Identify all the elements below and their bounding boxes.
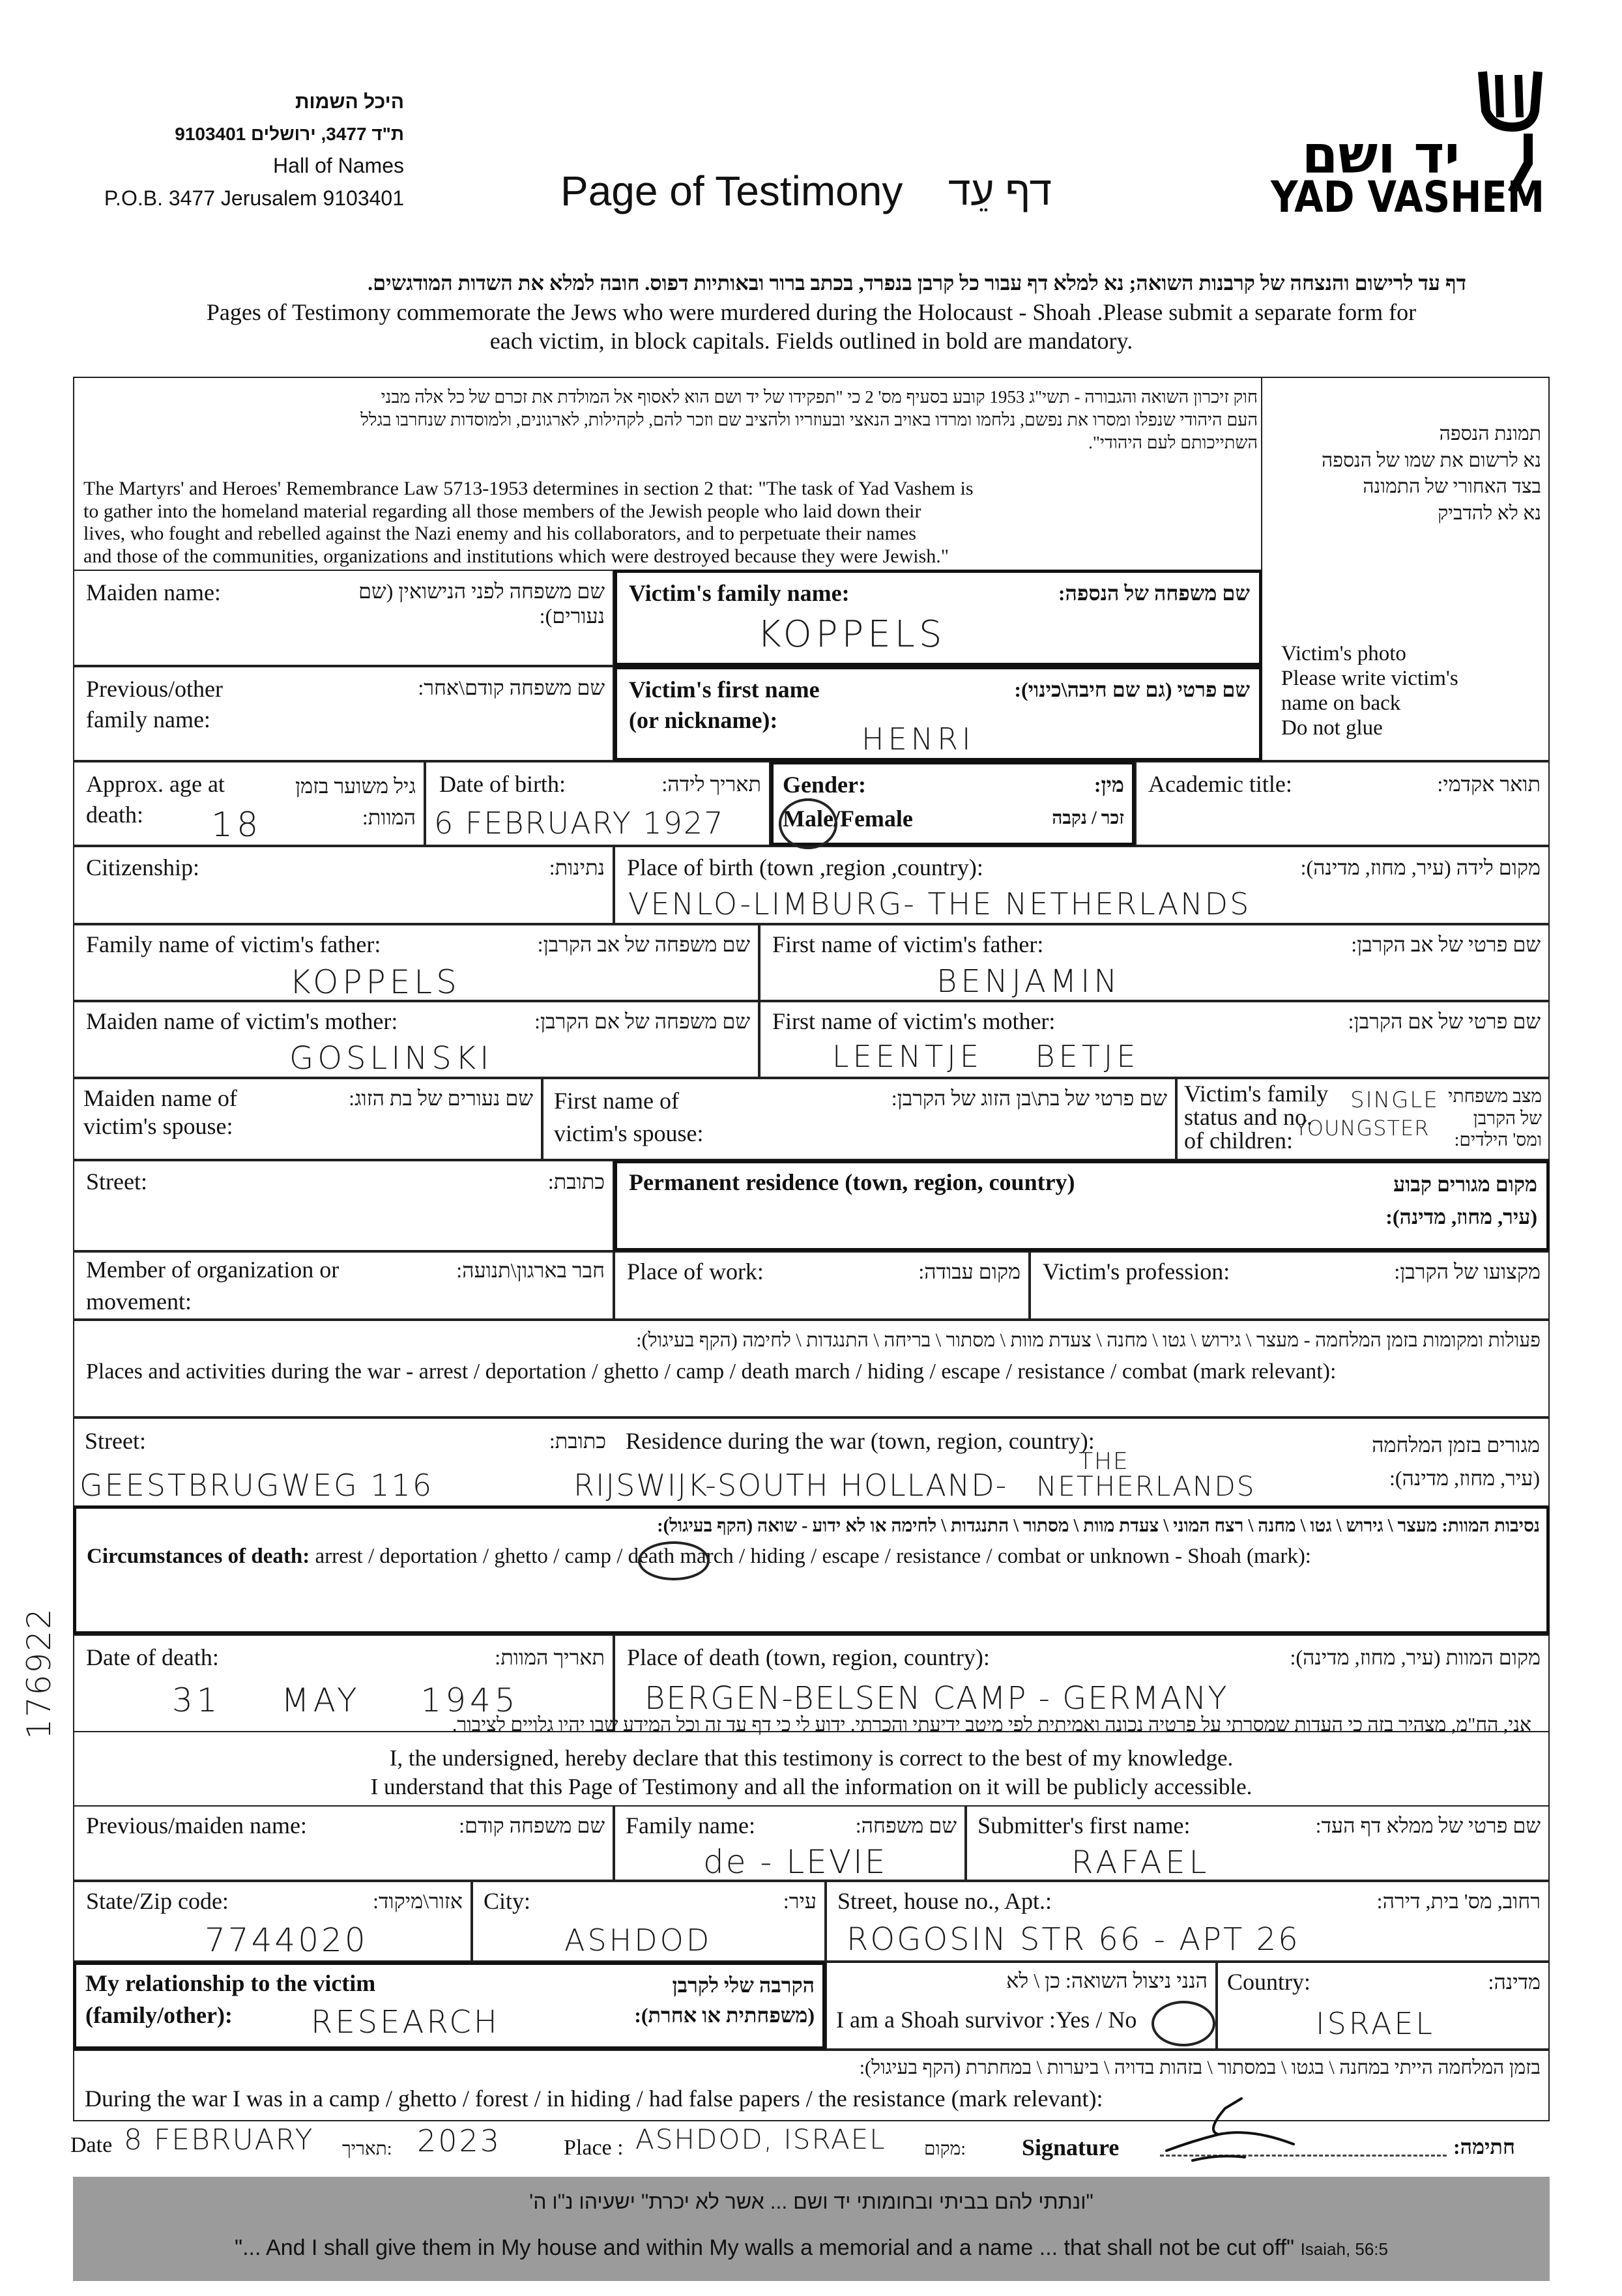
submitter-street-cell[interactable]: Street, house no., Apt.: רחוב, מס' בית, דירה: ROGOSIN STR 66 - APT 26 [826, 1881, 1550, 1962]
relationship-value: RESEARCH [311, 2004, 500, 2041]
yad-vashem-logo [1271, 65, 1544, 222]
address-he-2: ת"ד 3477, ירושלים 9103401 [175, 124, 404, 144]
place-label-he: :מקום [924, 2139, 966, 2159]
war-activities-cell[interactable]: פעולות ומקומות בזמן המלחמה - מעצר \ גירוש \ גטו \ מחנה \ צעדת מוות \ מסתור \ בריחה \ התנגדות \ לחימה (הקף בעיגול): Places and activities during the war - arrest / deportation / ghetto / camp / death march / hiding / escape / resistance / combat (mark relevant): [73, 1320, 1550, 1417]
family-name-cell[interactable]: Victim's family name: שם משפחה של הנספה: KOPPELS [614, 570, 1262, 666]
death-place-value: BERGEN-BELSEN CAMP - GERMANY [644, 1680, 1228, 1717]
date-label: Date [70, 2133, 113, 2157]
permanent-residence-cell[interactable]: Permanent residence (town, region, country) מקום מגורים קבוע (עיר, מחוז, מדינה): [614, 1160, 1550, 1251]
dob-value: 6 FEBRUARY 1927 [434, 806, 725, 841]
city-cell[interactable]: City: עיר: ASHDOD [472, 1881, 826, 1962]
signature-label: Signature [1022, 2134, 1120, 2160]
footer-quote-he: "ונתתי להם בביתי ובחומותי יד ושם ... אשר לא יכרת" ישעיהו נ"ו ה' [529, 2190, 1093, 2213]
submitter-family-value: de - LEVIE [703, 1843, 888, 1881]
country-cell[interactable]: Country: מדינה: ISRAEL [1217, 1962, 1550, 2050]
page-title: Page of Testimony [560, 167, 903, 214]
address-en-1: Hall of Names [273, 154, 404, 177]
signature-label-he: חתימה: [1453, 2135, 1515, 2158]
war-residence-value-2: THE [1079, 1448, 1129, 1475]
spouse-maiden-cell[interactable]: Maiden name of victim's spouse: שם נעורים של בת הזוג: [73, 1078, 542, 1160]
previous-name-cell[interactable]: Previous/other family name: שם משפחה קודם\אחר: [73, 666, 614, 761]
address-en-2: P.O.B. 3477 Jerusalem 9103401 [104, 186, 404, 210]
margin-number: 176922 [20, 1607, 58, 1739]
war-street-label: Street: [85, 1428, 146, 1454]
war-residence-value-3: NETHERLANDS [1036, 1470, 1256, 1502]
birthplace-value: VENLO-LIMBURG- THE NETHERLANDS [628, 886, 1251, 922]
photo-instructions-he: תמונת הנספה נא לרשום את שמו של הנספה בצד האחורי של התמונה נא לא להדביק [1322, 423, 1541, 524]
date-label-he: :תאריך [342, 2139, 392, 2159]
signature-place-value: ASHDOD, ISRAEL [635, 2123, 886, 2155]
footer-banner [73, 2177, 1550, 2281]
submitter-first-value: RAFAEL [1071, 1844, 1211, 1881]
war-street-label-he: כתובת: [549, 1429, 606, 1453]
signature-date-value: 8 FEBRUARY [124, 2123, 314, 2157]
place-label: Place : [564, 2136, 624, 2160]
death-date-value: 31 MAY 1945 [172, 1681, 519, 1719]
war-residence-label: Residence during the war (town, region, country): [626, 1428, 1095, 1454]
relationship-cell[interactable]: My relationship to the victim (family/other): הקרבה שלי לקרבן (משפחתית או אחרת): RESEARCH [73, 1962, 826, 2050]
zip-value: 7744020 [205, 1921, 368, 1959]
camp-circle [638, 1541, 710, 1580]
father-family-cell[interactable]: Family name of victim's father: שם משפחה של אב הקרבן: KOPPELS [73, 924, 759, 1001]
mother-first-cell[interactable]: First name of victim's mother: שם פרטי של אם הקרבן: LEENTJE BETJE [759, 1001, 1550, 1078]
signature-mark [1153, 2095, 1303, 2167]
family-status-value-2: YOUNGSTER [1295, 1116, 1430, 1141]
address-he-1: היכל השמות [295, 91, 404, 113]
age-value: 18 [211, 806, 263, 845]
photo-instructions-en: Victim's photo Please write victim's name on back Do not glue [1281, 642, 1458, 740]
mother-first-value: LEENTJE BETJE [832, 1039, 1140, 1074]
organization-cell[interactable]: Member of organization or movement: חבר בארגון\תנועה: [73, 1251, 614, 1320]
footer-quote-en: "... And I shall give them in My house and within My walls a memorial and a name ... that shall not be cut off" Isaiah, 56:5 [235, 2235, 1388, 2260]
family-status-cell[interactable]: Victim's family status and no. of children: מצב משפחתי של הקרבן ומס' הילדים: SINGLE YOUNGSTER [1176, 1078, 1550, 1160]
mother-maiden-value: GOSLINSKI [289, 1040, 493, 1077]
death-date-cell[interactable]: Date of death: תאריך המוות: 31 MAY 1945 [73, 1635, 614, 1732]
intro-en-1: Pages of Testimony commemorate the Jews who were murdered during the Holocaust - Shoah .Please submit a separate form for [206, 299, 1417, 325]
war-residence-value: RIJSWIJK-SOUTH HOLLAND- [573, 1468, 1008, 1503]
submitter-family-cell[interactable]: Family name: שם משפחה: de - LEVIE [614, 1805, 966, 1881]
declaration-en-1: I, the undersigned, hereby declare that this testimony is correct to the best of my knowledge. [389, 1745, 1234, 1771]
father-first-value: BENJAMIN [936, 963, 1122, 1000]
submitter-street-value: ROGOSIN STR 66 - APT 26 [847, 1921, 1300, 1958]
father-first-cell[interactable]: First name of victim's father: שם פרטי של אב הקרבן: BENJAMIN [759, 924, 1550, 1001]
signature-year-value: 2023 [417, 2123, 502, 2158]
logo-he: יד ושם [1301, 124, 1460, 185]
submitter-war-places-cell[interactable]: בזמן המלחמה הייתי במחנה \ בגטו \ במסתור \ בזהות בדויה \ ביערות \ במחתרת (הקף בעיגול): During the war I was in a camp / ghetto / forest / in hiding / had false papers / the resistance (mark relevant): [73, 2050, 1550, 2121]
spouse-first-cell[interactable]: First name of victim's spouse: שם פרטי של בת\בן הזוג של הקרבן: [542, 1078, 1176, 1160]
country-value: ISRAEL [1316, 2006, 1436, 2041]
page-title-he: דף עֵד [948, 169, 1052, 214]
first-name-value: HENRI [862, 721, 975, 757]
law-he: חוק זיכרון השואה והגבורה - תשי"ג 1953 קובע בסעיף מס' 2 כי "תפקידו של יד ושם הוא לאסוף אל המולדת את זכרם של כל אלה מבני העם היהודי שנפלו ומסרו את נפשם, נלחמו ומרדו באויב הנאצי ובעוזריו ולהציב שם וזכר להם, לקהילות, לארגונים, ולמוסדות שנחרבו בגלל השתייכותם לעם היהודי". [360, 387, 1258, 453]
academic-title-cell[interactable]: Academic title: תואר אקדמי: [1135, 761, 1550, 846]
death-place-cell[interactable]: Place of death (town, region, country): מקום המוות (עיר, מחוז, מדינה): BERGEN-BELSEN CAMP - GERMANY [614, 1635, 1550, 1732]
profession-cell[interactable]: Victim's profession: מקצועו של הקרבן: [1030, 1251, 1550, 1320]
maiden-name-cell[interactable]: Maiden name: שם משפחה לפני הנישואין (שם נעורים): [73, 570, 614, 666]
survivor-cell[interactable]: הנני ניצול השואה: כן \ לא I am a Shoah survivor :Yes / No [826, 1962, 1217, 2050]
war-residence-label-he: מגורים בזמן המלחמה (עיר, מחוז, מדינה): [1372, 1433, 1540, 1490]
family-status-value-1: SINGLE [1350, 1087, 1439, 1113]
dob-cell[interactable]: Date of birth: תאריך לידה: 6 FEBRUARY 1927 [425, 761, 770, 846]
first-name-cell[interactable]: Victim's first name (or nickname): שם פרטי (גם שם חיבה\כינוי): HENRI [614, 666, 1262, 761]
birthplace-cell[interactable]: Place of birth (town ,region ,country): מקום לידה (עיר, מחוז, מדינה): VENLO-LIMBURG- THE NETHERLANDS [614, 846, 1550, 924]
city-value: ASHDOD [564, 1923, 712, 1958]
circumstances-cell[interactable]: נסיבות המוות: מעצר \ גירוש \ גטו \ מחנה \ רצח המוני \ צעדת מוות \ מסתור \ התנגדות \ לחימה או לא ידוע - שואה (הקף בעיגול): Circumstances of death: arrest / deportation / ghetto / camp / death march / hiding / escape / resistance / combat or unknown - Shoah (mark): [73, 1505, 1550, 1635]
intro-he: דף עד לרישום והנצחה של קרבנות השואה; נא למלא דף עבור כל קרבן בנפרד, בכתב ברור ובאותיות דפוס. חובה למלא את השדות המודגשים. [368, 271, 1466, 295]
gender-male-circle [779, 798, 837, 849]
declaration-en-2: I understand that this Page of Testimony and all the information on it will be publicly accessible. [370, 1774, 1253, 1799]
family-name-value: KOPPELS [757, 613, 946, 656]
mother-maiden-cell[interactable]: Maiden name of victim's mother: שם משפחה של אם הקרבן: GOSLINSKI [73, 1001, 759, 1078]
logo-en: YAD VASHEM [1270, 172, 1544, 222]
submitter-prev-name-cell[interactable]: Previous/maiden name: שם משפחה קודם: [73, 1805, 614, 1881]
age-cell[interactable]: Approx. age at death: גיל משוער בזמן המוות: 18 [73, 761, 425, 846]
intro-en-2: each victim, in block capitals. Fields outlined in bold are mandatory. [489, 328, 1133, 354]
war-street-value: GEESTBRUGWEG 116 [80, 1468, 434, 1503]
declaration-he: אני, הח"מ, מצהיר בזה כי העדות שמסרתי על פרטיה נכונה ואמיתית לפי מיטב ידיעתי והכרתי. ידוע לי כי דף עד זה וכל המידע שבו יהיו גלויים לציבור. [452, 1714, 1531, 1736]
workplace-cell[interactable]: Place of work: מקום עבודה: [614, 1251, 1030, 1320]
submitter-first-cell[interactable]: Submitter's first name: שם פרטי של ממלא דף העד: RAFAEL [966, 1805, 1550, 1881]
survivor-no-circle [1151, 2001, 1215, 2046]
father-family-value: KOPPELS [289, 963, 461, 1001]
citizenship-cell[interactable]: Citizenship: נתינות: [73, 846, 614, 924]
zip-cell[interactable]: State/Zip code: אזור\מיקוד: 7744020 [73, 1881, 472, 1962]
gender-cell[interactable]: Gender: מין: Male/Female זכר / נקבה [770, 761, 1135, 846]
law-en: The Martyrs' and Heroes' Remembrance Law 5713-1953 determines in section 2 that: "The task of Yad Vashem is to gather into the homeland material regarding all those members of the Jewish people who laid down their lives, who fought and rebelled against the Nazi enemy and his collaborators, and to perpetuate their names and those of the communities, organizations and institutions which were destroyed because they were Jewish." [83, 478, 974, 567]
street-cell[interactable]: Street: כתובת: [73, 1160, 614, 1251]
